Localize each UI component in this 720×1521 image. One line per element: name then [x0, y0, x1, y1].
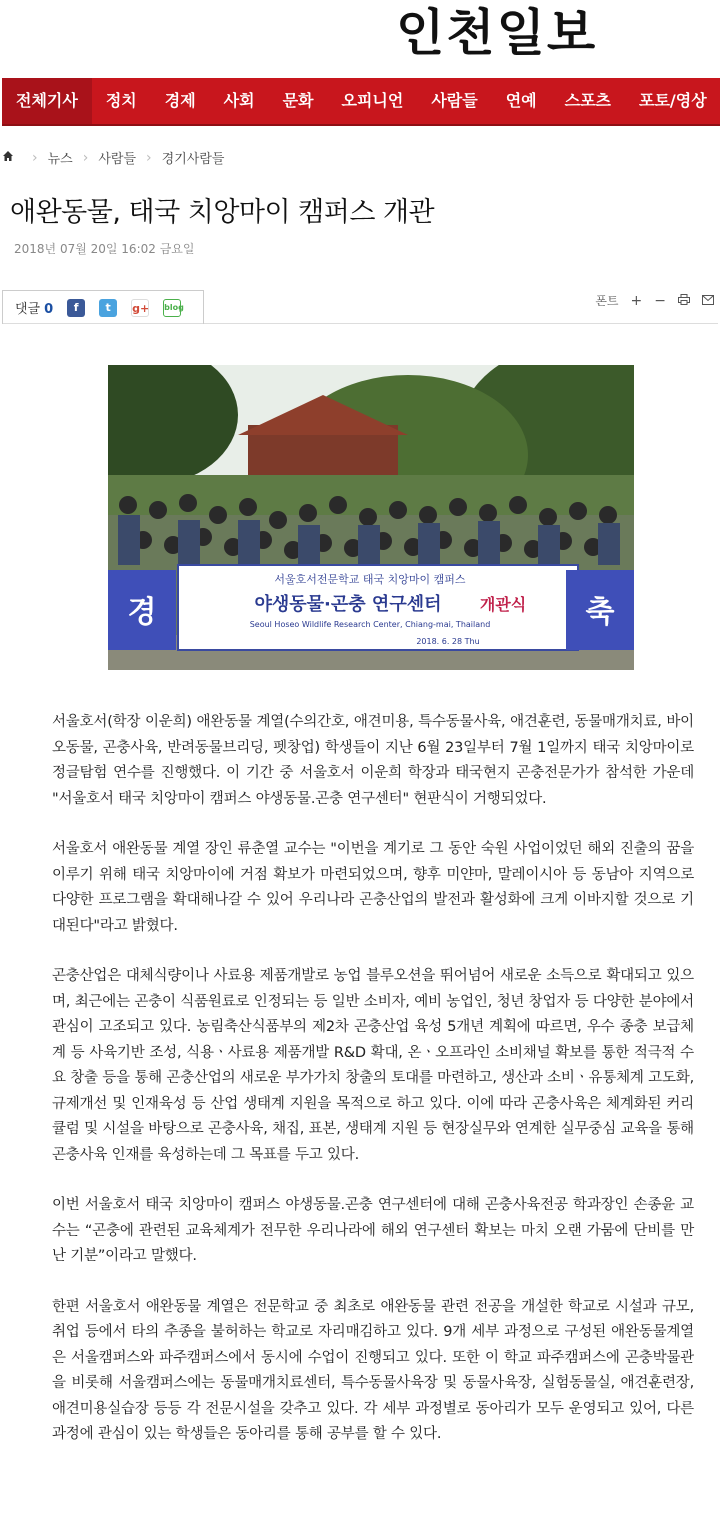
nav-item-politics[interactable]: 정치 — [105, 91, 137, 110]
email-icon[interactable] — [702, 293, 714, 309]
nav-item-all[interactable]: 전체기사 — [2, 78, 92, 124]
article-paragraph: 한편 서울호서 애완동물 계열은 전문학교 중 최초로 애완동물 관련 전공을 개설한 학교로 시설과 규모, 취업 등에서 타의 추종을 불허하는 학교로 자리매김하고 있다. 9개 세부 과정으로 구성된 애완동물계열은 서울캠퍼스와 파주캠퍼스에서 동시에 수업이 진행되고 있다. 또한 이 학교 파주캠퍼스에 곤충박물관을 비롯해 서울캠퍼스에는 동물매개치료센터, 특수동물사육장 및 동물사육장, 실험동물실, 애견훈련장, 애견미용실습장 등등 각 전문시설을 갖추고 있다. 각 세부 과정별로 동아리가 모두 운영되고 있어, 다른 과정에 관심이 있는 학생들은 동아리를 통해 공부를 할 수 있다. — [52, 1298, 694, 1442]
breadcrumb-news[interactable]: 뉴스 — [47, 152, 73, 167]
article-paragraph: 서울호서(학장 이운희) 애완동물 계열(수의간호, 애견미용, 특수동물사육, 애견훈련, 동물매개치료, 바이오동물, 곤충사육, 반려동물브리딩, 펫창업) 학생들이 지난 6월 23일부터 7월 1일까지 태국 치앙마이로 정글탐험 연수를 진행했다. 이 기간 중 서울호서 이운희 학장과 태국현지 곤충전문가가 참석한 가운데 "서울호서 태국 치앙마이 캠퍼스 야생동물.곤충 연구센터" 현판식이 거행되었다. — [52, 714, 694, 807]
banner-top-text: 서울호서전문학교 태국 치앙마이 캠퍼스 — [274, 573, 466, 586]
font-tools — [595, 292, 714, 309]
breadcrumb-people[interactable]: 사람들 — [98, 152, 137, 167]
nav-item-economy[interactable]: 경제 — [164, 91, 196, 110]
masthead — [0, 0, 720, 78]
googleplus-icon[interactable]: g+ — [131, 299, 149, 317]
article-paragraph: 서울호서 애완동물 계열 장인 류춘열 교수는 "이번을 계기로 그 동안 숙원 사업이었던 해외 진출의 꿈을 이루기 위해 태국 치앙마이에 거점 확보가 마련되었으며, 향후 미얀마, 말레이시아 등 동남아 지역으로 다양한 프로그램을 확대해나갈 수 있어 우리나라 곤충산업의 발전과 활성화에 크게 이바지할 것으로 기대된다"라고 밝혔다. — [52, 841, 694, 934]
nav-item-sports[interactable]: 스포츠 — [564, 91, 612, 110]
blog-icon[interactable]: blog — [163, 299, 181, 317]
article-toolbar — [2, 290, 718, 324]
nav-item-people[interactable]: 사람들 — [431, 91, 478, 110]
article-date: 2018년 07월 20일 16:02 금요일 — [14, 242, 195, 256]
font-plus-icon[interactable]: + — [630, 292, 643, 309]
article-photo — [108, 365, 634, 670]
chevron-right-icon: › — [146, 149, 152, 166]
twitter-icon[interactable]: t — [99, 299, 117, 317]
comment-label: 댓글 — [15, 302, 41, 317]
font-label: 폰트 — [595, 294, 619, 308]
article-body — [52, 710, 694, 1473]
comment-count: 0 — [44, 302, 54, 317]
banner-main-text: 야생동물·곤충 연구센터 — [254, 594, 442, 615]
breadcrumb — [2, 148, 224, 167]
nav-item-photo[interactable]: 포토/영상 — [639, 91, 707, 110]
print-icon[interactable] — [678, 293, 690, 309]
article-paragraph: 곤충산업은 대체식량이나 사료용 제품개발로 농업 블루오션을 뛰어넘어 새로운 소득으로 확대되고 있으며, 최근에는 곤충이 식품원료로 인정되는 등 일반 소비자, 예비 농업인, 청년 창업자 등 다양한 분야에서 관심이 고조되고 있다. 농림축산식품부의 제2차 곤충산업 육성 5개년 계획에 따르면, 우수 종충 보급체계 등 사육기반 조성, 식용ㆍ사료용 제품개발 R&D 확대, 온ㆍ오프라인 소비채널 확보를 통한 적극적 수요 창출 등을 통해 곤충산업의 새로운 부가가치 창출의 토대를 마련하고, 생산과 소비ㆍ유통체계 고도화, 규제개선 및 인재육성 등 산업 생태계 지원을 목적으로 하고 있다. 이에 따라 곤충사육은 체계화된 커리큘럼 및 시설을 바탕으로 곤충사육, 채집, 표본, 생태계 지원 등 현장실무와 연계한 실무중심 교육을 통해 곤충사육 인재를 육성하는데 그 목표를 두고 있다. — [52, 968, 694, 1163]
banner-en-text: Seoul Hoseo Wildlife Research Center, Chiang-mai, Thailand — [249, 620, 491, 629]
nav-item-society[interactable]: 사회 — [223, 91, 255, 110]
article-title: 애완동물, 태국 치앙마이 캠퍼스 개관 — [10, 197, 435, 228]
article-paragraph: 이번 서울호서 태국 치앙마이 캠퍼스 야생동물.곤충 연구센터에 대해 곤충사육전공 학과장인 손종윤 교수는 “곤충에 관련된 교육체계가 전무한 우리나라에 해외 연구센터 확보는 마치 오랜 가뭄에 단비를 만난 기분”이라고 말했다. — [52, 1197, 694, 1264]
chevron-right-icon: › — [82, 149, 89, 166]
chevron-right-icon: › — [32, 149, 38, 166]
main-nav — [2, 78, 720, 126]
comment-link[interactable] — [15, 298, 53, 317]
home-icon[interactable] — [2, 150, 14, 166]
nav-item-culture[interactable]: 문화 — [282, 91, 314, 110]
share-bar — [2, 290, 204, 324]
font-minus-icon[interactable]: − — [654, 292, 666, 309]
banner-date-text: 2018. 6. 28 Thu — [416, 637, 480, 646]
site-logo[interactable]: 인천일보 — [396, 4, 598, 62]
banner-main-suffix: 개관식 — [479, 595, 527, 614]
banner-right-char: 축 — [585, 595, 615, 630]
nav-item-opinion[interactable]: 오피니언 — [341, 91, 404, 110]
nav-item-entertainment[interactable]: 연예 — [505, 91, 537, 110]
facebook-icon[interactable]: f — [67, 299, 85, 317]
breadcrumb-gyeonggi-people[interactable]: 경기사람들 — [161, 152, 225, 167]
banner-left-char: 경 — [127, 595, 157, 630]
